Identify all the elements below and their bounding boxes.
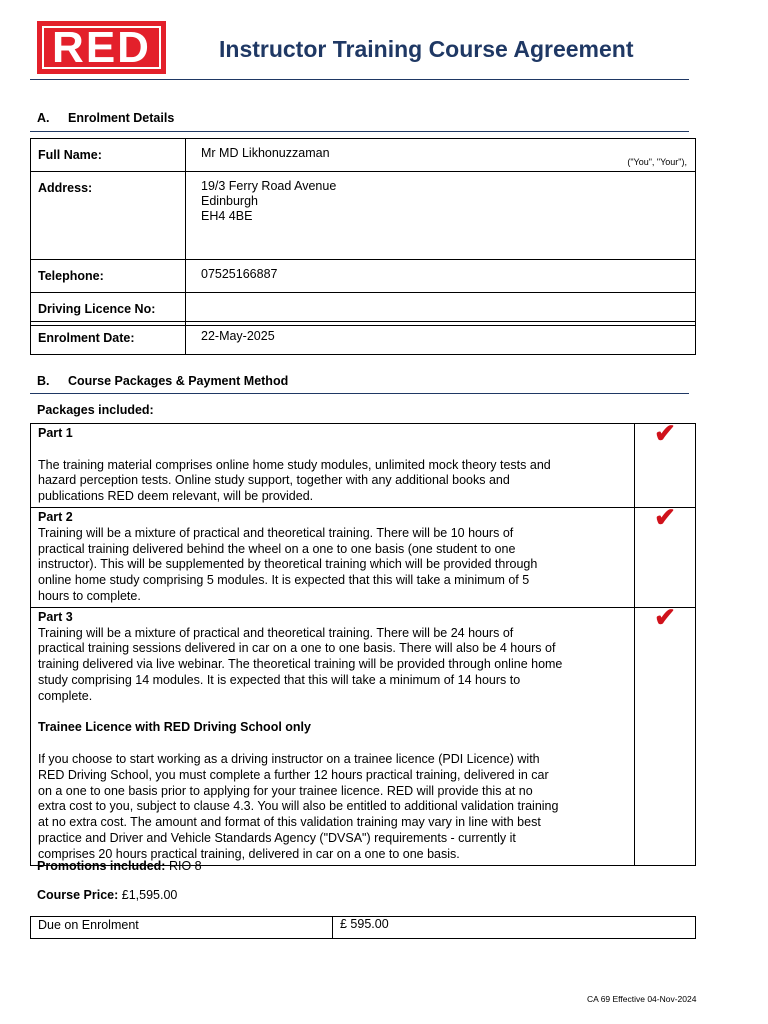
enrolment-date-value: 22-May-2025: [186, 322, 696, 355]
part-2-row: [31, 507, 696, 607]
enrolment-table: [30, 138, 696, 326]
part-3-cell: [31, 607, 635, 865]
you-note: ("You", "Your"),: [627, 157, 687, 167]
payment-table: [30, 916, 696, 939]
part-1-line-2: The training material comprises online home study modules, unlimited mock theory tests and: [38, 457, 551, 472]
enrolment-date-table: [30, 321, 696, 355]
address-line-3: EH4 4BE: [201, 209, 253, 223]
part-3-check-icon: ✔: [635, 607, 696, 865]
trainee-line-3: on a one to one basis prior to applying for your trainee licence. RED will provide this at no: [38, 783, 533, 798]
trainee-line-1: If you choose to start working as a driving instructor on a trainee licence (PDI Licence) with: [38, 751, 540, 766]
promotions-value: RIO 8: [168, 859, 202, 873]
part-2-line-1: Training will be a mixture of practical and theoretical training. There will be 10 hours of: [38, 525, 514, 540]
title-rule: [30, 79, 689, 80]
part-2-line-3: instructor). This will be supplemented by theoretical training which will be provided through: [38, 557, 538, 572]
part-3-title: Part 3: [38, 609, 73, 624]
part-3-line-5: complete.: [38, 688, 93, 703]
telephone-label: Telephone:: [31, 260, 186, 293]
part-1-row: [31, 424, 696, 508]
part-1-cell: [31, 424, 635, 508]
part-3-line-4: study comprising 14 modules. It is expected that this will take a minimum of 14 hours to: [38, 672, 521, 687]
red-logo: [37, 21, 166, 74]
promotions-label: Promotions included:: [37, 859, 166, 873]
document-title: Instructor Training Course Agreement: [219, 36, 634, 62]
section-a-rule: [30, 131, 689, 132]
trainee-line-2: RED Driving School, you must complete a further 12 hours practical training, delivered in car: [38, 767, 549, 782]
course-price-value: £1,595.00: [121, 888, 178, 902]
due-on-enrolment-row: [31, 917, 696, 939]
part-2-check-icon: ✔: [635, 507, 696, 607]
part-3-line-2: practical training sessions delivered in car on a one to one basis. There will also be 4 hours of: [38, 641, 556, 656]
address-row: [31, 172, 696, 260]
packages-table: [30, 418, 696, 866]
address-line-2: Edinburgh: [201, 194, 258, 208]
logo-text: RED: [52, 22, 151, 72]
licence-label: Driving Licence No:: [31, 293, 186, 326]
part-1-check-icon: ✔: [635, 424, 696, 508]
trainee-line-6: practice and Driver and Vehicle Standards Agency ("DVSA") requirements - currently it: [38, 830, 516, 845]
course-price-label: Course Price:: [37, 888, 119, 902]
part-2-line-2: practical training delivered behind the wheel on a one to one basis (one student to one: [38, 541, 516, 556]
trainee-line-4: extra cost to you, subject to clause 4.3. You will also be entitled to additional validation training: [38, 799, 559, 814]
trainee-line-7: comprises 20 hours practical training, delivered in car on a one to one basis.: [38, 846, 460, 861]
part-1-line-4: publications RED deem relevant, will be provided.: [38, 489, 314, 504]
full-name-value: Mr MD Likhonuzzaman: [201, 146, 330, 160]
address-cell: [186, 172, 696, 260]
section-a-title: Enrolment Details: [68, 111, 175, 125]
section-b-rule: [30, 393, 689, 394]
packages-label: Packages included:: [37, 403, 154, 417]
address-line-1: 19/3 Ferry Road Avenue: [201, 179, 337, 193]
part-2-line-5: hours to complete.: [38, 588, 141, 603]
full-name-cell: [186, 139, 696, 172]
telephone-row: [31, 260, 696, 293]
part-1-title: Part 1: [38, 426, 73, 440]
telephone-value: 07525166887: [186, 260, 696, 293]
part-3-line-3: training delivered via live webinar. The theoretical training will be provided through online home: [38, 657, 563, 672]
promotions-line: [37, 859, 202, 873]
part-3-row: [31, 607, 696, 865]
enrolment-date-label: Enrolment Date:: [31, 322, 186, 355]
course-price-line: [37, 888, 177, 902]
due-on-enrolment-label: Due on Enrolment: [31, 917, 333, 939]
section-b-heading: [37, 374, 288, 388]
footer-reference: CA 69 Effective 04-Nov-2024: [587, 994, 697, 1004]
full-name-label: Full Name:: [31, 139, 186, 172]
section-b-letter: B.: [37, 374, 50, 388]
part-1-line-3: hazard perception tests. Online study support, together with any additional books and: [38, 473, 510, 488]
due-on-enrolment-value: £ 595.00: [333, 917, 696, 939]
part-1-line-1: [38, 442, 627, 458]
address-label: Address:: [31, 172, 186, 260]
part-3-line-1: Training will be a mixture of practical and theoretical training. There will be 24 hours of: [38, 625, 514, 640]
enrolment-date-row: [31, 322, 696, 355]
part-2-line-4: online home study comprising 5 modules. It is expected that this will take a minimum of 5: [38, 573, 530, 588]
trainee-line-5: at no extra cost. The amount and format of this validation training may vary in line with best: [38, 815, 541, 830]
section-a-heading: [37, 111, 174, 125]
part-2-title: Part 2: [38, 509, 73, 524]
full-name-row: [31, 139, 696, 172]
trainee-licence-heading: Trainee Licence with RED Driving School only: [38, 720, 311, 735]
section-b-title: Course Packages & Payment Method: [68, 374, 289, 388]
part-2-cell: [31, 507, 635, 607]
red-logo-frame: [42, 22, 161, 72]
section-a-letter: A.: [37, 111, 50, 125]
